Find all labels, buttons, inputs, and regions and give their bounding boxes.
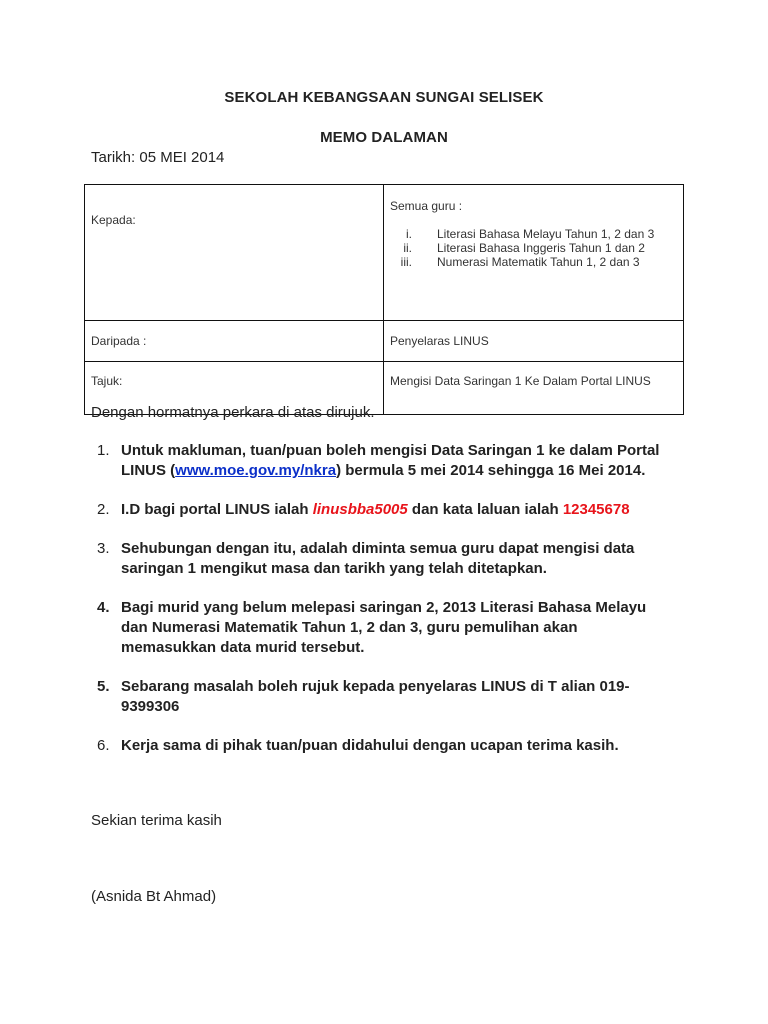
to-value: Semua guru : xyxy=(390,199,463,213)
item-text: Kerja sama di pihak tuan/puan didahului dengan ucapan terima kasih. xyxy=(121,737,619,754)
item-number: 4. xyxy=(97,599,110,616)
closing-text: Sekian terima kasih xyxy=(91,812,222,829)
signer-name: (Asnida Bt Ahmad) xyxy=(91,888,217,905)
recipient-text: Literasi Bahasa Inggeris Tahun 1 dan 2 xyxy=(437,241,645,255)
list-item xyxy=(91,598,671,658)
table-row-to xyxy=(85,185,684,321)
table-row-from xyxy=(85,321,684,362)
list-item xyxy=(91,539,671,579)
item-text: dan kata laluan ialah xyxy=(407,501,563,518)
subject-value: Mengisi Data Saringan 1 Ke Dalam Portal LINUS xyxy=(384,362,684,415)
list-item xyxy=(91,500,671,520)
item-text: Sehubungan dengan itu, adalah diminta semua guru dapat mengisi data saringan 1 mengikut masa dan tarikh yang telah ditetapkan. xyxy=(121,540,635,577)
recipient-item xyxy=(390,255,677,269)
memo-title: MEMO DALAMAN xyxy=(320,129,448,146)
portal-link[interactable]: www.moe.gov.my/nkra xyxy=(175,462,337,479)
recipients-list xyxy=(390,227,677,269)
recipient-text: Numerasi Matematik Tahun 1, 2 dan 3 xyxy=(437,255,640,269)
list-item xyxy=(91,441,671,481)
portal-user-id: linusbba5005 xyxy=(312,501,408,518)
list-item xyxy=(91,677,671,717)
item-text: I.D bagi portal LINUS ialah xyxy=(121,501,313,518)
item-number: 5. xyxy=(97,678,110,695)
recipient-number: iii. xyxy=(400,255,412,269)
intro-text: Dengan hormatnya perkara di atas dirujuk. xyxy=(91,404,375,421)
item-number: 6. xyxy=(97,737,110,754)
item-number: 2. xyxy=(97,501,110,518)
recipient-text: Literasi Bahasa Melayu Tahun 1, 2 dan 3 xyxy=(437,227,655,241)
recipient-number: ii. xyxy=(403,241,412,255)
item-text: Bagi murid yang belum melepasi saringan 2, 2013 Literasi Bahasa Melayu dan Numerasi Matematik Tahun 1, 2 dan 3, guru pemulihan akan memasukkan data murid tersebut. xyxy=(121,599,647,656)
item-text: Untuk makluman, tuan/puan boleh mengisi Data Saringan 1 ke dalam Portal LINUS ( xyxy=(121,442,660,479)
recipient-item xyxy=(390,241,677,255)
from-label: Daripada : xyxy=(85,321,384,362)
recipient-item xyxy=(390,227,677,241)
item-number: 3. xyxy=(97,540,110,557)
memo-header-table xyxy=(84,184,684,415)
school-name: SEKOLAH KEBANGSAAN SUNGAI SELISEK xyxy=(224,89,544,106)
to-cell xyxy=(384,185,684,321)
memo-date: Tarikh: 05 MEI 2014 xyxy=(91,149,225,166)
item-text: ) bermula 5 mei 2014 sehingga 16 Mei 2014. xyxy=(336,462,646,479)
subject-label: Tajuk: xyxy=(85,362,384,415)
recipient-number: i. xyxy=(406,227,412,241)
item-text: Sebarang masalah boleh rujuk kepada penyelaras LINUS di T alian 019-9399306 xyxy=(121,678,630,715)
list-item xyxy=(91,736,671,756)
memo-items-list xyxy=(91,441,671,775)
item-number: 1. xyxy=(97,442,110,459)
portal-password: 12345678 xyxy=(562,501,630,518)
from-value: Penyelaras LINUS xyxy=(384,321,684,362)
to-label: Kepada: xyxy=(85,185,384,321)
